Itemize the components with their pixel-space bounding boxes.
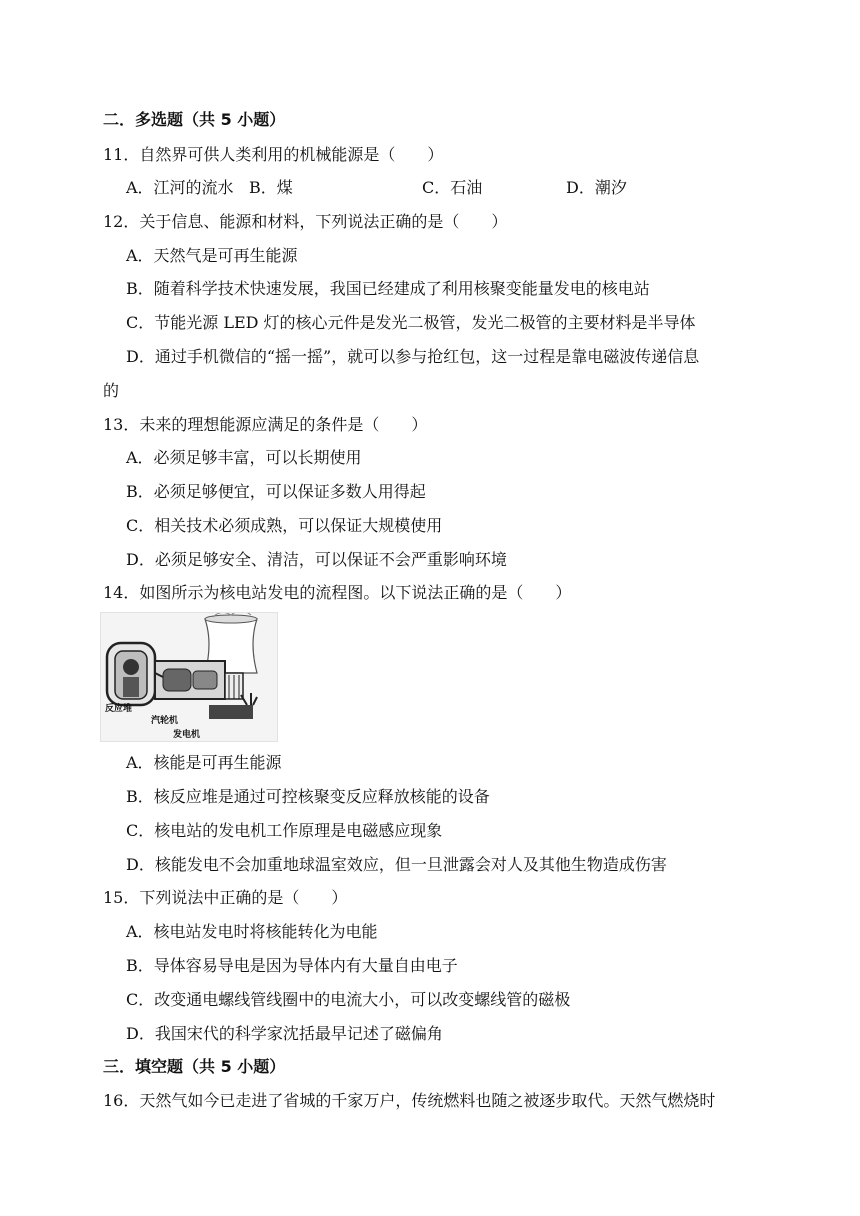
option-d: D．潮汐 bbox=[566, 178, 627, 197]
option-b: B．核反应堆是通过可控核聚变反应释放核能的设备 bbox=[126, 787, 490, 806]
option-b: B．导体容易导电是因为导体内有大量自由电子 bbox=[126, 956, 458, 975]
option-d: D．通过手机微信的“摇一摇”，就可以参与抢红包，这一过程是靠电磁波传递信息 bbox=[126, 347, 700, 366]
figure-label-reactor: 反应堆 bbox=[105, 704, 133, 714]
option-a: A．核电站发电时将核能转化为电能 bbox=[126, 922, 378, 941]
option-a: A．天然气是可再生能源 bbox=[126, 246, 298, 265]
question-13-stem: 13．未来的理想能源应满足的条件是（ ） bbox=[103, 415, 428, 434]
question-14-stem: 14．如图所示为核电站发电的流程图。以下说法正确的是（ ） bbox=[103, 583, 572, 602]
nuclear-plant-diagram bbox=[100, 612, 278, 742]
option-b: B．煤 bbox=[249, 178, 293, 197]
option-c: C．改变通电螺线管线圈中的电流大小，可以改变螺线管的磁极 bbox=[126, 990, 571, 1009]
question-15-stem: 15．下列说法中正确的是（ ） bbox=[103, 888, 348, 907]
option-c: C．节能光源 LED 灯的核心元件是发光二极管，发光二极管的主要材料是半导体 bbox=[126, 313, 696, 332]
figure-label-generator: 发电机 bbox=[173, 730, 201, 740]
section-title: 二．多选题（共 5 小题） bbox=[103, 110, 286, 129]
option-c: C．核电站的发电机工作原理是电磁感应现象 bbox=[126, 821, 443, 840]
option-a: A．必须足够丰富，可以长期使用 bbox=[126, 448, 362, 467]
question-12-stem: 12．关于信息、能源和材料，下列说法正确的是（ ） bbox=[103, 212, 508, 231]
question-11-stem: 11．自然界可供人类利用的机械能源是（ ） bbox=[103, 145, 444, 164]
nuclear-plant-illustration bbox=[101, 613, 278, 742]
option-c: C．相关技术必须成熟，可以保证大规模使用 bbox=[126, 516, 443, 535]
option-d: D．核能发电不会加重地球温室效应，但一旦泄露会对人及其他生物造成伤害 bbox=[126, 855, 667, 874]
figure-label-turbine: 汽轮机 bbox=[151, 716, 179, 726]
option-a: A．核能是可再生能源 bbox=[126, 753, 282, 772]
option-d-continuation: 的 bbox=[103, 381, 120, 400]
option-b: B．随着科学技术快速发展，我国已经建成了利用核聚变能量发电的核电站 bbox=[126, 279, 650, 298]
option-c: C．石油 bbox=[422, 178, 483, 197]
question-16-stem: 16．天然气如今已走进了省城的千家万户，传统燃料也随之被逐步取代。天然气燃烧时 bbox=[103, 1091, 716, 1110]
option-b: B．必须足够便宜，可以保证多数人用得起 bbox=[126, 482, 426, 501]
option-d: D．必须足够安全、清洁，可以保证不会严重影响环境 bbox=[126, 550, 507, 569]
option-d: D．我国宋代的科学家沈括最早记述了磁偏角 bbox=[126, 1024, 443, 1043]
option-a: A．江河的流水 bbox=[126, 178, 234, 197]
section-title: 三．填空题（共 5 小题） bbox=[103, 1057, 286, 1076]
